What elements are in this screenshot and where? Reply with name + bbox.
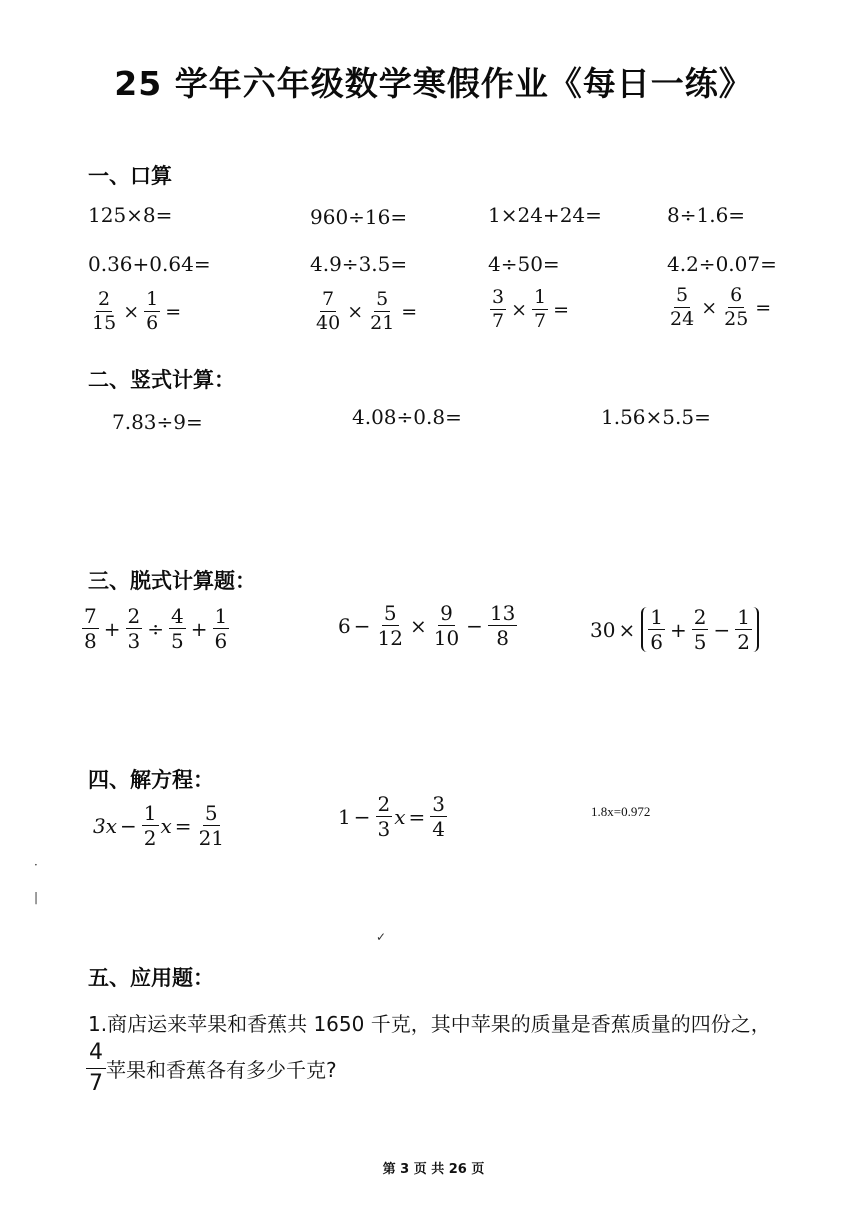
denominator: 2 (737, 630, 750, 654)
page-title: 25 学年六年级数学寒假作业《每日一练》 (114, 64, 753, 103)
numerator: 9 (440, 601, 453, 625)
numerator: 1 (737, 605, 750, 629)
numerator: 3 (492, 286, 505, 308)
variable: x (160, 813, 172, 838)
operator: × (511, 298, 528, 321)
scan-mark: | (34, 890, 39, 904)
denominator: 24 (670, 308, 695, 330)
step-calc-expression (590, 607, 759, 652)
leading-number: 6 (338, 613, 351, 638)
operator: × (409, 613, 427, 638)
denominator: 7 (89, 1071, 103, 1096)
numerator: 13 (489, 601, 516, 625)
denominator: 6 (650, 630, 663, 654)
operator: − (120, 813, 137, 838)
oral-item: 4.2÷0.07= (667, 252, 777, 276)
operator: + (190, 616, 208, 641)
numerator: 6 (730, 284, 743, 306)
operator: × (701, 296, 718, 319)
numerator: 4 (86, 1042, 106, 1069)
oral-item: 1×24+24= (488, 203, 602, 227)
operator: + (103, 616, 121, 641)
equals-sign: = (165, 300, 182, 323)
oral-item: 0.36+0.64= (88, 252, 211, 276)
denominator: 25 (724, 308, 749, 330)
leading-term: 3x (93, 813, 118, 838)
numerator: 1 (534, 286, 547, 308)
equals-sign: = (408, 804, 426, 829)
denominator: 40 (316, 312, 341, 334)
operator: − (466, 613, 483, 638)
denominator: 6 (214, 629, 228, 653)
step-calc-expression (80, 606, 231, 651)
numerator: 1 (146, 288, 159, 310)
oral-fraction-item (312, 290, 420, 333)
section-1-heading: 一、口算 (88, 164, 172, 188)
operator: − (353, 804, 371, 829)
numerator: 1 (214, 604, 228, 628)
numerator: 2 (377, 792, 391, 816)
equals-sign: = (174, 813, 192, 838)
denominator: 6 (146, 312, 159, 334)
numerator: 7 (322, 288, 335, 310)
leading-term: 1 (338, 804, 351, 829)
oral-item: 4÷50= (488, 252, 560, 276)
denominator: 7 (492, 310, 505, 332)
parenthesis-group (641, 607, 759, 652)
equals-sign: = (755, 296, 772, 319)
leading-number: 30 (590, 617, 616, 642)
numerator: 2 (98, 288, 111, 310)
numerator: 5 (376, 288, 389, 310)
denominator: 3 (127, 629, 141, 653)
operator: × (347, 300, 364, 323)
numerator: 2 (127, 604, 141, 628)
section-2-heading: 二、竖式计算： (88, 368, 235, 392)
denominator: 8 (84, 629, 97, 653)
operator: + (669, 617, 687, 642)
operator: × (123, 300, 140, 323)
operator: − (353, 613, 371, 638)
vertical-calc-item: 7.83÷9= (112, 410, 203, 434)
numerator: 2 (693, 605, 707, 629)
word-problem-line: 苹果和香蕉各有多少千克? (106, 1058, 337, 1082)
denominator: 7 (534, 310, 547, 332)
denominator: 21 (370, 312, 395, 334)
numerator: 7 (84, 604, 97, 628)
scan-mark: · (34, 858, 38, 872)
denominator: 5 (693, 630, 707, 654)
denominator: 21 (198, 826, 225, 850)
denominator: 15 (92, 312, 117, 334)
equals-sign: = (401, 300, 418, 323)
section-5-heading: 五、应用题： (88, 966, 214, 990)
section-3-heading: 三、脱式计算题： (88, 569, 256, 593)
numerator: 4 (171, 604, 184, 628)
oral-fraction-item (488, 288, 572, 331)
equation: 1.8x=0.972 (591, 804, 651, 819)
section-4-heading: 四、解方程： (88, 768, 214, 792)
oral-fraction-item (88, 290, 184, 333)
equals-sign: = (553, 298, 570, 321)
numerator: 1 (650, 605, 663, 629)
numerator: 5 (383, 601, 397, 625)
numerator: 1 (143, 801, 157, 825)
numerator: 5 (676, 284, 689, 306)
step-calc-expression (338, 603, 519, 648)
oral-item: 125×8= (88, 203, 173, 227)
equation (93, 803, 228, 848)
vertical-calc-item: 1.56×5.5= (601, 405, 711, 429)
scan-mark: ✓ (376, 930, 387, 944)
denominator: 5 (171, 629, 184, 653)
denominator: 4 (432, 817, 446, 841)
denominator: 10 (433, 626, 460, 650)
oral-item: 960÷16= (310, 205, 408, 229)
denominator: 2 (143, 826, 157, 850)
oral-item: 8÷1.6= (667, 203, 746, 227)
operator: − (713, 617, 731, 642)
denominator: 3 (377, 817, 391, 841)
oral-item: 4.9÷3.5= (310, 252, 408, 276)
variable: x (394, 804, 406, 829)
equation (338, 794, 449, 839)
operator: ÷ (147, 616, 164, 641)
word-problem-line: 1.商店运来苹果和香蕉共 1650 千克，其中苹果的质量是香蕉质量的四份之， (88, 1012, 771, 1036)
vertical-calc-item: 4.08÷0.8= (352, 405, 462, 429)
oral-fraction-item (666, 286, 774, 329)
operator: × (618, 617, 636, 642)
word-problem-continuation (86, 1042, 337, 1095)
denominator: 8 (496, 626, 510, 650)
page-footer: 第 3 页 共 26 页 (382, 1162, 485, 1177)
denominator: 12 (377, 626, 403, 650)
numerator: 3 (432, 792, 446, 816)
numerator: 5 (204, 801, 218, 825)
